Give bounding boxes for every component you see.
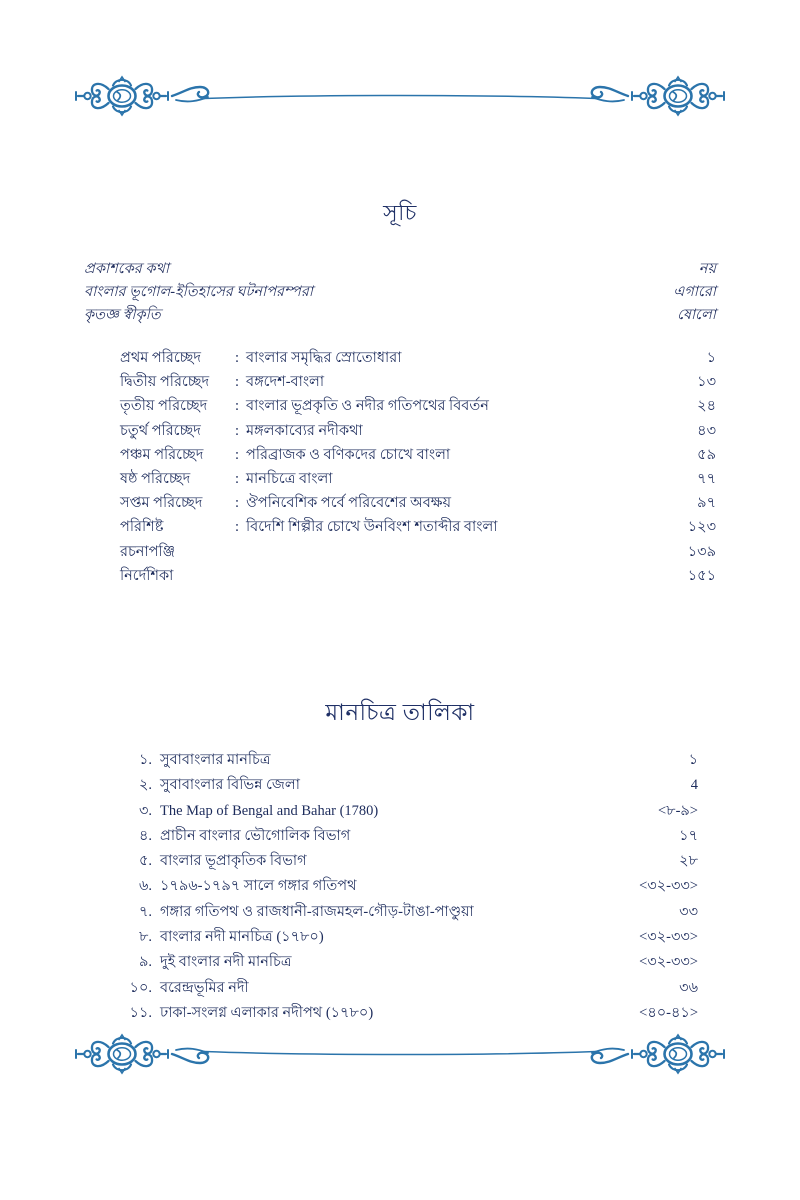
frontmatter-label: প্রকাশকের কথা: [84, 261, 170, 277]
chapter-row[interactable]: [120, 370, 716, 394]
map-page: 4: [690, 777, 698, 794]
chapter-name: পরিশিষ্ট: [120, 519, 164, 536]
chapter-page: ১: [706, 350, 716, 366]
chapter-colon: :: [234, 495, 240, 512]
chapter-page: ৫৯: [697, 446, 716, 463]
chapter-colon: :: [234, 374, 240, 391]
map-title: ঢাকা-সংলগ্ন এলাকার নদীপথ (১৭৮০): [160, 1004, 374, 1021]
chapter-row[interactable]: [120, 540, 716, 564]
chapter-name: প্রথম পরিচ্ছেদ: [120, 350, 202, 366]
map-number: ৭.: [138, 903, 152, 920]
chapter-name: চতুর্থ পরিচ্ছেদ: [120, 422, 201, 439]
map-row[interactable]: [118, 950, 698, 975]
map-title: বাংলার নদী মানচিত্র (১৭৮০): [160, 929, 324, 946]
decorative-rule-top: [72, 74, 728, 118]
chapter-title: বাংলার সমৃদ্ধির স্রোতোধারা: [246, 350, 402, 366]
chapter-name: নির্দেশিকা: [120, 567, 174, 584]
map-page: <৩২-৩৩>: [639, 878, 698, 895]
map-row[interactable]: [118, 799, 698, 824]
chapter-colon: :: [234, 350, 240, 366]
map-title: প্রাচীন বাংলার ভৌগোলিক বিভাগ: [160, 827, 351, 844]
map-page: <৪০-৪১>: [639, 1004, 698, 1021]
map-row[interactable]: [118, 976, 698, 1001]
chapter-row[interactable]: [120, 491, 716, 515]
chapter-row[interactable]: [120, 346, 716, 370]
frontmatter-row[interactable]: [84, 258, 716, 281]
chapter-name: সপ্তম পরিচ্ছেদ: [120, 495, 203, 512]
chapter-name: তৃতীয় পরিচ্ছেদ: [120, 398, 208, 415]
frontmatter-page: এগারো: [673, 284, 716, 300]
frontmatter-page: নয়: [698, 261, 716, 277]
map-row[interactable]: [118, 773, 698, 798]
chapter-page: ৯৭: [697, 495, 716, 512]
chapter-name: দ্বিতীয় পরিচ্ছেদ: [120, 374, 210, 391]
chapter-title: বিদেশি শিল্পীর চোখে উনবিংশ শতাব্দীর বাংলা: [246, 519, 498, 536]
map-title: গঙ্গার গতিপথ ও রাজধানী-রাজমহল-গৌড়-টাঙা-পাণ্ডুয়া: [160, 903, 474, 920]
chapter-title: বাংলার ভূপ্রকৃতি ও নদীর গতিপথের বিবর্তন: [246, 398, 489, 415]
map-number: ৩.: [138, 802, 152, 819]
chapter-page: ১২৩: [687, 519, 716, 536]
chapter-colon: :: [234, 398, 240, 415]
map-title: দুই বাংলার নদী মানচিত্র: [160, 954, 292, 971]
map-row[interactable]: [118, 925, 698, 950]
frontmatter-label: কৃতজ্ঞ স্বীকৃতি: [84, 307, 161, 323]
map-number: ৮.: [138, 929, 152, 946]
chapter-page: ২৪: [697, 398, 716, 415]
chapter-name: রচনাপঞ্জি: [120, 543, 176, 560]
map-page: <৮-৯>: [657, 802, 698, 819]
decorative-rule-bottom: [72, 1032, 728, 1076]
map-number: ১০.: [129, 979, 152, 996]
map-page: ৩৬: [679, 979, 698, 996]
chapter-list: [120, 346, 716, 588]
map-page: ২৮: [679, 853, 698, 870]
chapter-row[interactable]: [120, 467, 716, 491]
map-page: ১৭: [679, 827, 698, 844]
frontmatter-page: ষোলো: [677, 307, 716, 323]
map-title: বরেন্দ্রভূমির নদী: [160, 979, 249, 996]
map-row[interactable]: [118, 849, 698, 874]
map-row[interactable]: [118, 900, 698, 925]
chapter-title: ঔপনিবেশিক পর্বে পরিবেশের অবক্ষয়: [246, 495, 452, 512]
map-number: ১১.: [129, 1004, 152, 1021]
chapter-name: পঞ্চম পরিচ্ছেদ: [120, 446, 204, 463]
chapter-row[interactable]: [120, 515, 716, 539]
map-list: [118, 748, 698, 1026]
chapter-name: ষষ্ঠ পরিচ্ছেদ: [120, 471, 191, 488]
page-title-maps: মানচিত্র তালিকা: [325, 700, 475, 725]
map-number: ২.: [138, 777, 152, 794]
chapter-title: মানচিত্রে বাংলা: [246, 471, 333, 488]
chapter-row[interactable]: [120, 394, 716, 418]
chapter-colon: :: [234, 422, 240, 439]
chapter-row[interactable]: [120, 419, 716, 443]
chapter-colon: :: [234, 519, 240, 536]
map-page: ১: [688, 752, 698, 768]
map-title: ১৭৯৬-১৭৯৭ সালে গঙ্গার গতিপথ: [160, 878, 357, 895]
map-number: ৪.: [138, 827, 152, 844]
chapter-page: ১৩: [697, 374, 716, 391]
chapter-row[interactable]: [120, 564, 716, 588]
frontmatter-label: বাংলার ভূগোল-ইতিহাসের ঘটনাপরম্পরা: [84, 284, 314, 300]
map-number: ৯.: [138, 954, 152, 971]
map-title: সুবাবাংলার বিভিন্ন জেলা: [160, 777, 300, 794]
chapter-colon: :: [234, 471, 240, 488]
map-number: ১.: [138, 752, 152, 768]
chapter-title: পরিব্রাজক ও বণিকদের চোখে বাংলা: [246, 446, 451, 463]
map-page: <৩২-৩৩>: [639, 954, 698, 971]
map-title: The Map of Bengal and Bahar (1780): [160, 802, 379, 819]
map-row[interactable]: [118, 748, 698, 773]
chapter-colon: :: [234, 446, 240, 463]
map-title: বাংলার ভূপ্রাকৃতিক বিভাগ: [160, 853, 307, 870]
chapter-title: বঙ্গদেশ-বাংলা: [246, 374, 325, 391]
chapter-page: ৭৭: [697, 471, 716, 488]
chapter-title: মঙ্গলকাব্যের নদীকথা: [246, 422, 363, 439]
frontmatter-list: [84, 258, 716, 327]
chapter-row[interactable]: [120, 443, 716, 467]
map-row[interactable]: [118, 824, 698, 849]
map-number: ৫.: [138, 853, 152, 870]
frontmatter-row[interactable]: [84, 281, 716, 304]
map-number: ৬.: [138, 878, 152, 895]
chapter-page: ১৫১: [687, 567, 716, 584]
map-row[interactable]: [118, 1001, 698, 1026]
map-row[interactable]: [118, 874, 698, 899]
map-page: ৩৩: [679, 903, 698, 920]
map-page: <৩২-৩৩>: [639, 929, 698, 946]
page-title-toc: সূচি: [383, 200, 417, 225]
chapter-page: ১৩৯: [687, 543, 716, 560]
frontmatter-row[interactable]: [84, 304, 716, 327]
chapter-page: ৪৩: [697, 422, 716, 439]
map-title: সুবাবাংলার মানচিত্র: [160, 752, 271, 768]
